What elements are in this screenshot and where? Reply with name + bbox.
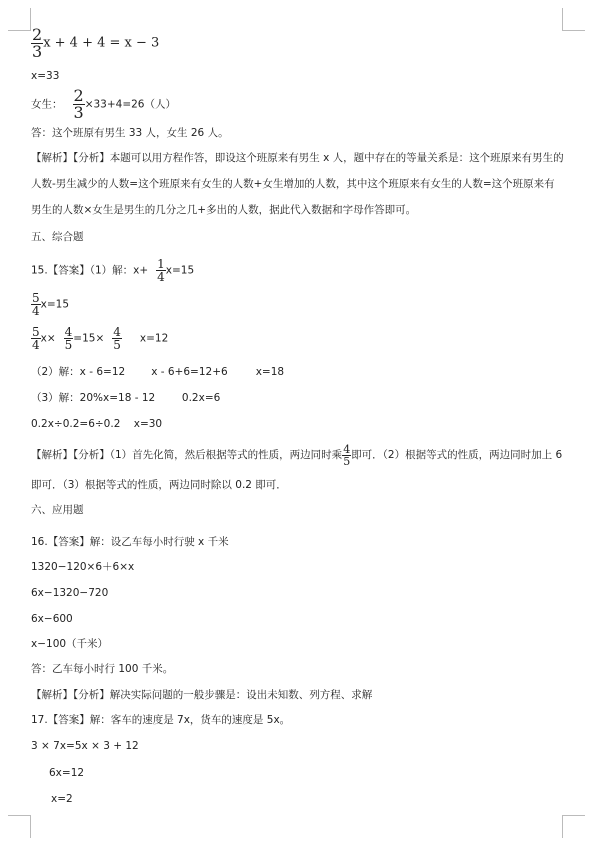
q17-step-2: 6x=12 bbox=[49, 767, 85, 779]
fraction: $\frac{5}{4}$ bbox=[32, 291, 40, 318]
crop-mark-top-left bbox=[8, 8, 31, 31]
q16-answer: 16.【答案】解：设乙车每小时行驶 x 千米 bbox=[31, 536, 229, 548]
fraction: $\frac{2}{3}$ bbox=[73, 86, 84, 122]
fraction: $\frac{4}{5}$ bbox=[343, 442, 351, 468]
girls-line: 女生： $\frac{2}{3}$ ×33+4=26（人） bbox=[31, 86, 176, 122]
section-heading: 五、综合题 bbox=[31, 231, 84, 243]
equation-line: $\frac{2}{3}$ x + 4 + 4 = x − 3 bbox=[32, 25, 160, 61]
q16-step-4: x−100（千米） bbox=[31, 638, 109, 650]
analysis-paragraph: 【解析】【分析】本题可以用方程作答，即设这个班原来有男生 x 人，题中存在的等量关系是：这个班原来有男生的人数-男生减少的人数=这个班原来有女生的人数+女生增加的人数，其中这个班原来有女生的人数=这个班原来有男生的人数×女生是男生的几分之几+多出的人数，据此代入数据和字母作答即可。 bbox=[31, 152, 564, 216]
q15-part2: （2）解：x - 6=12 x - 6+6=12+6 x=18 bbox=[31, 366, 285, 378]
fraction: $\frac{1}{4}$ bbox=[157, 257, 165, 284]
q16-step-2: 6x−1320−720 bbox=[31, 587, 109, 599]
q17-step-3: x=2 bbox=[51, 793, 73, 805]
solution-line: x=33 bbox=[31, 70, 60, 82]
q16-step-3: 6x−600 bbox=[31, 613, 73, 625]
q15-part3-solve: 0.2x÷0.2=6÷0.2 x=30 bbox=[31, 418, 163, 430]
q15-line-2: $\frac{5}{4}$ x=15 bbox=[32, 291, 70, 318]
q15-part3: （3）解：20%x=18 - 12 0.2x=6 bbox=[31, 392, 221, 404]
q16-conclusion: 答：乙车每小时行 100 千米。 bbox=[31, 663, 174, 675]
q16-step-1: 1320−120×6＋6×x bbox=[31, 561, 135, 573]
q15-line-3: $\frac{5}{4}$ x× $\frac{4}{5}$ =15× $\frac{4}{5}$ x=12 bbox=[32, 325, 169, 352]
q16-analysis: 【解析】【分析】解决实际问题的一般步骤是：设出未知数、列方程、求解 bbox=[31, 689, 373, 701]
q17-answer: 17.【答案】解：客车的速度是 7x，货车的速度是 5x。 bbox=[31, 714, 291, 726]
q15-line-1: 15.【答案】（1）解：x+ $\frac{1}{4}$ x=15 bbox=[31, 257, 195, 284]
analysis15-paragraph: 【解析】【分析】（1）首先化简，然后根据等式的性质，两边同时乘 $\frac{4}{5}$ 即可．（2）根据等式的性质，两边同时加上 6 即可．（3）根据等式的性质，两边同时除以 0.2 即可． bbox=[31, 442, 563, 491]
crop-mark-top-right bbox=[562, 8, 585, 31]
section-heading: 六、应用题 bbox=[31, 504, 84, 516]
fraction: $\frac{4}{5}$ bbox=[64, 325, 73, 352]
crop-mark-bottom-left bbox=[8, 815, 31, 838]
fraction: $\frac{2}{3}$ bbox=[32, 25, 43, 61]
q17-step-1: 3 × 7x=5x × 3 + 12 bbox=[31, 740, 139, 752]
answer-line: 答：这个班原有男生 33 人，女生 26 人。 bbox=[31, 127, 229, 139]
fraction: $\frac{4}{5}$ bbox=[113, 325, 121, 352]
crop-mark-bottom-right bbox=[562, 815, 585, 838]
fraction: $\frac{5}{4}$ bbox=[32, 325, 40, 352]
